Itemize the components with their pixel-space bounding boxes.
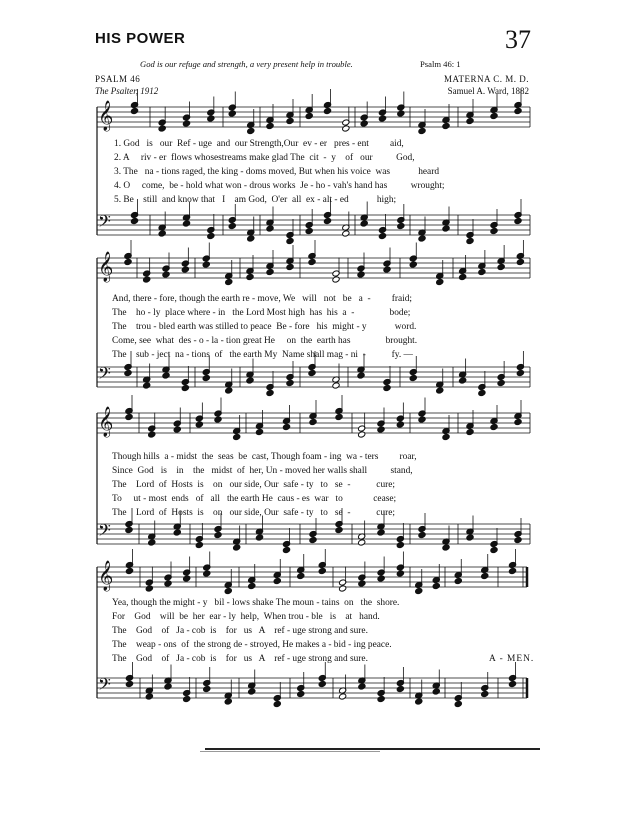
treble-clef-icon: 𝄞: [98, 252, 114, 282]
note-head: [396, 541, 404, 548]
note-head: [339, 693, 347, 700]
note-head: [478, 268, 486, 275]
note-head: [282, 423, 290, 430]
note-head: [318, 567, 326, 574]
note-head: [214, 531, 222, 538]
note-head: [225, 278, 233, 285]
note-head: [248, 688, 256, 695]
note-head: [124, 369, 132, 376]
note-head: [342, 125, 350, 132]
note-head: [266, 389, 274, 396]
note-head: [377, 575, 385, 582]
note-head: [182, 220, 190, 227]
note-head: [409, 261, 417, 268]
note-head: [124, 258, 132, 265]
note-head: [224, 698, 232, 705]
note-head: [396, 570, 404, 577]
note-head: [233, 544, 241, 551]
note-head: [266, 268, 274, 275]
note-head: [516, 369, 524, 376]
note-head: [203, 685, 211, 692]
note-head: [514, 418, 522, 425]
note-head: [481, 572, 489, 579]
note-head: [182, 120, 190, 127]
note-head: [358, 431, 366, 438]
note-head: [332, 382, 340, 389]
note-head: [248, 582, 256, 589]
note-head: [466, 428, 474, 435]
note-head: [357, 372, 365, 379]
lyric-line: The Lord of Hosts is on our side, Our safe - ty to se - cure;: [112, 508, 396, 518]
note-head: [360, 220, 368, 227]
note-head: [323, 217, 331, 224]
note-head: [305, 112, 313, 119]
note-head: [383, 266, 391, 273]
note-head: [266, 225, 274, 232]
note-head: [305, 227, 313, 234]
note-head: [332, 276, 340, 283]
note-head: [225, 387, 233, 394]
note-head: [377, 695, 385, 702]
note-head: [183, 695, 191, 702]
note-head: [181, 266, 189, 273]
note-head: [490, 227, 498, 234]
lyric-line: 5. Be still and know that I am God, O'er all ex - alt - ed high;: [114, 195, 397, 205]
note-head: [195, 541, 203, 548]
note-head: [397, 110, 405, 117]
note-head: [173, 426, 181, 433]
note-head: [247, 235, 255, 242]
composer: Samuel A. Ward, 1882: [447, 86, 529, 96]
note-head: [255, 428, 263, 435]
note-head: [286, 379, 294, 386]
note-head: [490, 546, 498, 553]
note-head: [466, 117, 474, 124]
lyric-line: The God of Ja - cob is for us A ref - uge strong and sure.: [112, 626, 368, 636]
note-head: [358, 580, 366, 587]
bass-clef-icon: 𝄢: [98, 363, 111, 387]
note-head: [233, 433, 241, 440]
lyric-line: For God will be her ear - ly help, When trou - ble is at hand.: [112, 612, 380, 622]
epigraph-reference: Psalm 46: 1: [420, 59, 461, 69]
note-head: [162, 271, 170, 278]
note-head: [358, 539, 366, 546]
note-head: [378, 115, 386, 122]
note-head: [378, 232, 386, 239]
note-head: [143, 276, 151, 283]
note-head: [514, 217, 522, 224]
note-head: [207, 115, 215, 122]
note-head: [454, 577, 462, 584]
note-head: [297, 690, 305, 697]
note-head: [145, 585, 153, 592]
note-head: [335, 413, 343, 420]
note-head: [286, 237, 294, 244]
note-head: [214, 416, 222, 423]
note-head: [342, 230, 350, 237]
note-head: [273, 700, 281, 707]
note-head: [297, 572, 305, 579]
note-head: [497, 379, 505, 386]
note-head: [195, 421, 203, 428]
note-head: [125, 413, 133, 420]
note-head: [415, 587, 423, 594]
note-head: [286, 117, 294, 124]
bass-clef-icon: 𝄢: [98, 211, 111, 235]
note-head: [308, 258, 316, 265]
hymn-title: HIS POWER: [95, 30, 186, 47]
note-head: [203, 570, 211, 577]
note-head: [282, 546, 290, 553]
note-head: [130, 107, 138, 114]
lyric-line: The ho - ly place where - in the Lord Most high has his a - bode;: [112, 308, 411, 318]
note-head: [478, 389, 486, 396]
note-head: [181, 384, 189, 391]
note-head: [436, 387, 444, 394]
note-head: [308, 369, 316, 376]
note-head: [396, 421, 404, 428]
note-head: [490, 112, 498, 119]
note-head: [397, 222, 405, 229]
note-head: [323, 107, 331, 114]
note-head: [183, 575, 191, 582]
amen-label: A - MEN.: [489, 654, 535, 664]
note-head: [125, 680, 133, 687]
note-head: [143, 382, 151, 389]
note-head: [145, 693, 153, 700]
note-head: [436, 278, 444, 285]
footer-rule: [205, 748, 540, 750]
note-head: [164, 683, 172, 690]
note-head: [432, 688, 440, 695]
note-head: [173, 529, 181, 536]
note-head: [418, 416, 426, 423]
note-head: [309, 418, 317, 425]
note-head: [202, 261, 210, 268]
note-head: [148, 539, 156, 546]
note-head: [418, 235, 426, 242]
note-head: [383, 384, 391, 391]
note-head: [454, 700, 462, 707]
note-head: [442, 433, 450, 440]
note-head: [442, 225, 450, 232]
lyric-line: 2. A riv - er flows whosestreams make glad The cit - y of our God,: [114, 153, 415, 163]
note-head: [418, 531, 426, 538]
note-head: [286, 263, 294, 270]
note-head: [377, 426, 385, 433]
note-head: [158, 230, 166, 237]
lyric-line: 4. O come, be - hold what won - drous works Je - ho - vah's hand has wrought;: [114, 181, 445, 191]
note-head: [377, 529, 385, 536]
lyric-line: The sub - ject na - tions of the earth My Name shall mag - ni - fy. —: [112, 350, 413, 360]
note-head: [442, 544, 450, 551]
note-head: [148, 431, 156, 438]
note-head: [164, 580, 172, 587]
note-head: [466, 534, 474, 541]
lyric-line: The Lord of Hosts is on our side, Our safe - ty to se - cure;: [112, 480, 396, 490]
note-head: [358, 683, 366, 690]
note-head: [255, 534, 263, 541]
note-head: [418, 127, 426, 134]
note-head: [516, 258, 524, 265]
note-head: [409, 374, 417, 381]
note-head: [396, 685, 404, 692]
note-head: [158, 125, 166, 132]
lyric-line: Though hills a - midst the seas be cast, Though foam - ing wa - ters roar,: [112, 452, 417, 462]
lyric-line: The God of Ja - cob is for us A ref - uge strong and sure.: [112, 654, 368, 664]
note-head: [224, 587, 232, 594]
note-head: [432, 582, 440, 589]
note-head: [228, 222, 236, 229]
note-head: [125, 567, 133, 574]
note-head: [508, 680, 516, 687]
note-head: [309, 536, 317, 543]
note-head: [459, 377, 467, 384]
note-head: [246, 273, 254, 280]
note-head: [125, 526, 133, 533]
note-head: [508, 567, 516, 574]
lyric-line: The weap - ons of the strong de - stroyed, He makes a - bid - ing peace.: [112, 640, 392, 650]
tune-name: MATERNA C. M. D.: [443, 74, 529, 84]
footer-rule-thin: [200, 751, 380, 752]
note-head: [339, 585, 347, 592]
note-head: [335, 526, 343, 533]
note-head: [481, 690, 489, 697]
hymn-number: 37: [505, 25, 531, 54]
bass-clef-icon: 𝄢: [98, 520, 111, 544]
lyric-line: Since God is in the midst of her, Un - moved her walls shall stand,: [112, 466, 413, 476]
lyric-line: To ut - most ends of all the earth He caus - es war to cease;: [112, 494, 397, 504]
note-head: [514, 536, 522, 543]
note-head: [247, 127, 255, 134]
note-head: [490, 423, 498, 430]
note-head: [442, 122, 450, 129]
text-source: The Psalter, 1912: [95, 86, 159, 96]
treble-clef-icon: 𝄞: [98, 407, 114, 437]
note-head: [162, 372, 170, 379]
note-head: [360, 120, 368, 127]
psalm-reference: PSALM 46: [95, 74, 141, 84]
lyric-line: The trou - bled earth was stilled to peace Be - fore his might - y word.: [112, 322, 417, 332]
lyric-line: 3. The na - tions raged, the king - doms moved, But when his voice was heard: [114, 167, 440, 177]
note-head: [514, 107, 522, 114]
note-head: [202, 374, 210, 381]
note-head: [357, 271, 365, 278]
lyric-line: And, there - fore, though the earth re - move, We will not be a - fraid;: [112, 294, 413, 304]
epigraph: God is our refuge and strength, a very present help in trouble.: [140, 59, 353, 69]
note-head: [318, 680, 326, 687]
note-head: [207, 232, 215, 239]
note-head: [466, 237, 474, 244]
treble-clef-icon: 𝄞: [98, 561, 114, 591]
note-head: [266, 122, 274, 129]
bass-clef-icon: 𝄢: [98, 674, 111, 698]
note-head: [228, 110, 236, 117]
treble-clef-icon: 𝄞: [98, 101, 114, 131]
lyric-line: Come, see what des - o - la - tion great He on the earth has brought.: [112, 336, 418, 346]
note-head: [246, 377, 254, 384]
note-head: [459, 273, 467, 280]
note-head: [415, 698, 423, 705]
lyric-line: 1. God is our Ref - uge and our Strength,Our ev - er pres - ent aid,: [114, 139, 404, 149]
note-head: [273, 577, 281, 584]
note-head: [130, 217, 138, 224]
lyric-line: Yea, though the might - y bil - lows shake The moun - tains on the shore.: [112, 598, 400, 608]
note-head: [497, 263, 505, 270]
